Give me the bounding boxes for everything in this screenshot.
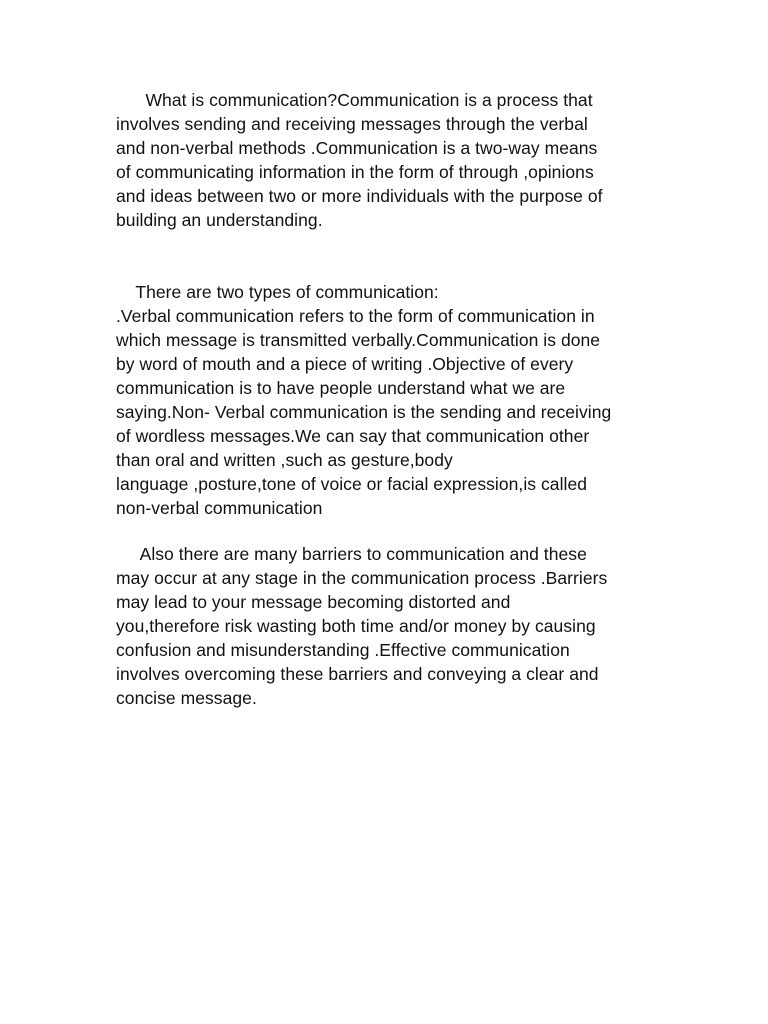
paragraph-2-line: of wordless messages.We can say that communication other xyxy=(116,426,590,446)
paragraph-1-line: and non-verbal methods .Communication is a two-way means xyxy=(116,138,598,158)
paragraph-2-line: .Verbal communication refers to the form of communication in xyxy=(116,306,595,326)
paragraph-3-line: may occur at any stage in the communication process .Barriers xyxy=(116,568,608,588)
paragraph-1-line: and ideas between two or more individuals with the purpose of xyxy=(116,186,603,206)
paragraph-3-line: involves overcoming these barriers and conveying a clear and xyxy=(116,664,599,684)
paragraph-3-line: Also there are many barriers to communication and these xyxy=(116,544,587,564)
paragraph-3-line: may lead to your message becoming distorted and xyxy=(116,592,511,612)
paragraph-2-line: than oral and written ,such as gesture,body xyxy=(116,450,453,470)
paragraph-2-line: language ,posture,tone of voice or facial expression,is called xyxy=(116,474,588,494)
paragraph-1-line: What is communication?Communication is a process that xyxy=(116,90,593,110)
paragraph-3-line: confusion and misunderstanding .Effective communication xyxy=(116,640,570,660)
paragraph-1-line: of communicating information in the form of through ,opinions xyxy=(116,162,594,182)
paragraph-3-line: concise message. xyxy=(116,688,257,708)
paragraph-2-line: which message is transmitted verbally.Communication is done xyxy=(116,330,601,350)
paragraph-1-line: building an understanding. xyxy=(116,210,323,230)
paragraph-2-line: communication is to have people understand what we are xyxy=(116,378,566,398)
paragraph-2-line: by word of mouth and a piece of writing .Objective of every xyxy=(116,354,574,374)
paragraph-3-line: you,therefore risk wasting both time and/or money by causing xyxy=(116,616,596,636)
paragraph-1-line: involves sending and receiving messages through the verbal xyxy=(116,114,588,134)
paragraph-2-line: non-verbal communication xyxy=(116,498,323,518)
paragraph-2-line: saying.Non- Verbal communication is the sending and receiving xyxy=(116,402,612,422)
paragraph-2-line: There are two types of communication: xyxy=(116,282,439,302)
